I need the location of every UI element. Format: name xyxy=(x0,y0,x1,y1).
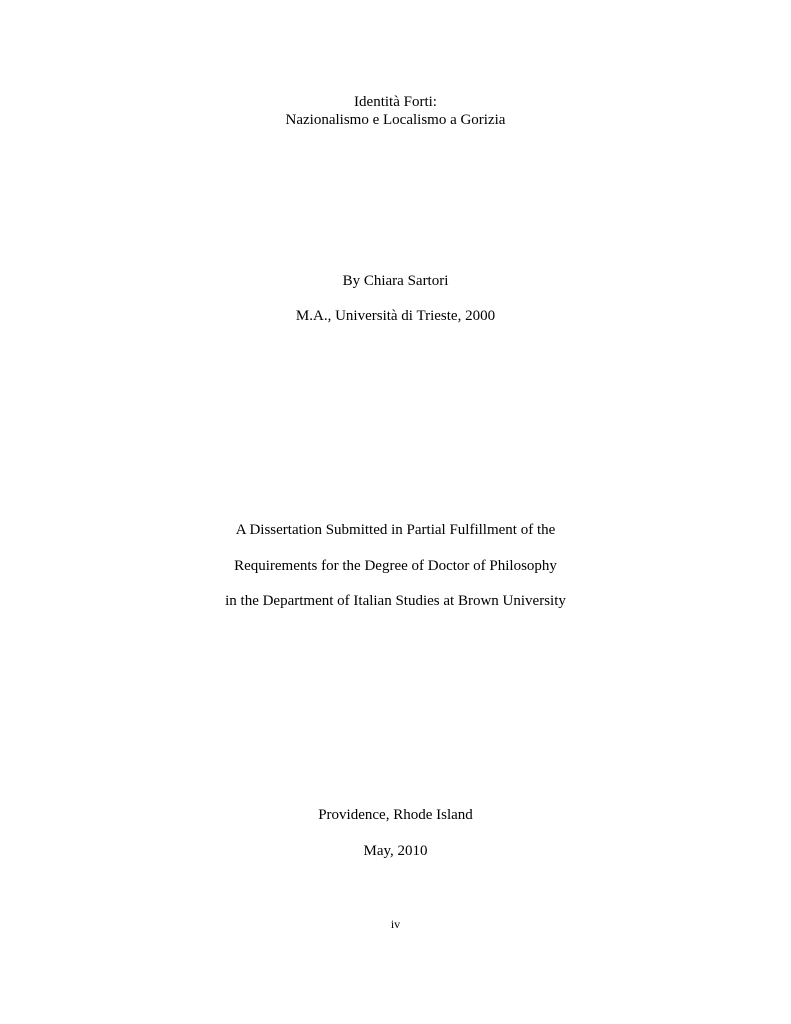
statement-line-2: Requirements for the Degree of Doctor of Philosophy xyxy=(234,558,557,574)
imprint-date: May, 2010 xyxy=(363,843,428,859)
title-line-1: Identità Forti: xyxy=(354,94,437,110)
page-number: iv xyxy=(390,917,401,931)
author-byline: By Chiara Sartori xyxy=(342,273,449,289)
title-line-2: Nazionalismo e Localismo a Gorizia xyxy=(285,112,506,128)
statement-line-1: A Dissertation Submitted in Partial Fulfillment of the xyxy=(235,522,556,538)
imprint-place: Providence, Rhode Island xyxy=(318,807,473,823)
statement-line-3: in the Department of Italian Studies at Brown University xyxy=(225,593,566,609)
prior-degree: M.A., Università di Trieste, 2000 xyxy=(295,308,496,324)
